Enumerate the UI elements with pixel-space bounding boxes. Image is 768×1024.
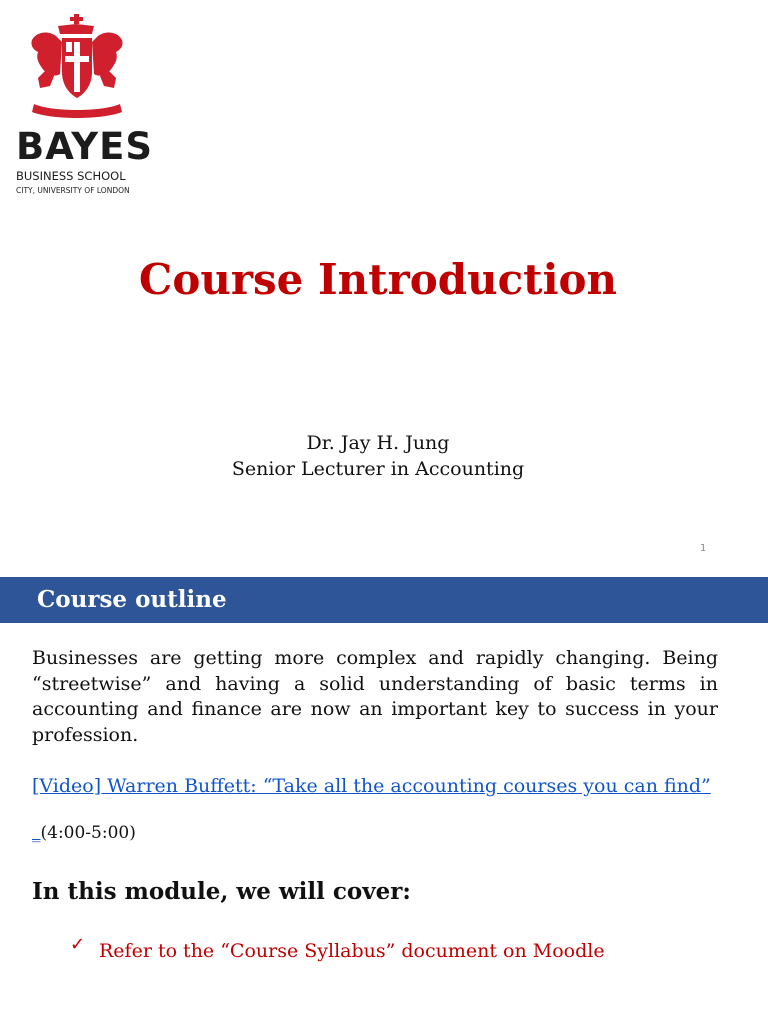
logo-subtitle: BUSINESS SCHOOL (16, 169, 126, 183)
outline-slide (0, 623, 768, 1024)
intro-paragraph: Businesses are getting more complex and rapidly changing. Being “streetwise” and having a solid understanding of basic terms in accounting and finance are now an important key to success in your profession. (32, 647, 718, 746)
presenter-block (0, 430, 756, 482)
banner-title: Course outline (37, 586, 227, 613)
video-link[interactable]: [Video] Warren Buffett: “Take all the accounting courses you can find” (32, 775, 711, 797)
logo-wordmark: BAYES (16, 125, 154, 168)
crest-icon (28, 12, 128, 124)
section-banner (0, 577, 768, 623)
video-link-tail[interactable]: _ (32, 823, 41, 843)
slide-number: 1 (700, 543, 707, 554)
presenter-name: Dr. Jay H. Jung (306, 432, 450, 454)
slide-title: Course Introduction (138, 255, 618, 304)
cover-heading: In this module, we will cover: (32, 878, 411, 905)
video-time: (4:00-5:00) (40, 823, 136, 843)
presenter-role: Senior Lecturer in Accounting (231, 458, 525, 480)
checkmark-icon: ✓ (70, 934, 86, 955)
bayes-logo (14, 12, 154, 195)
bullet-text: Refer to the “Course Syllabus” document on Moodle (99, 940, 605, 962)
video-time-line (32, 822, 136, 844)
logo-university: CITY, UNIVERSITY OF LONDON (16, 186, 130, 195)
